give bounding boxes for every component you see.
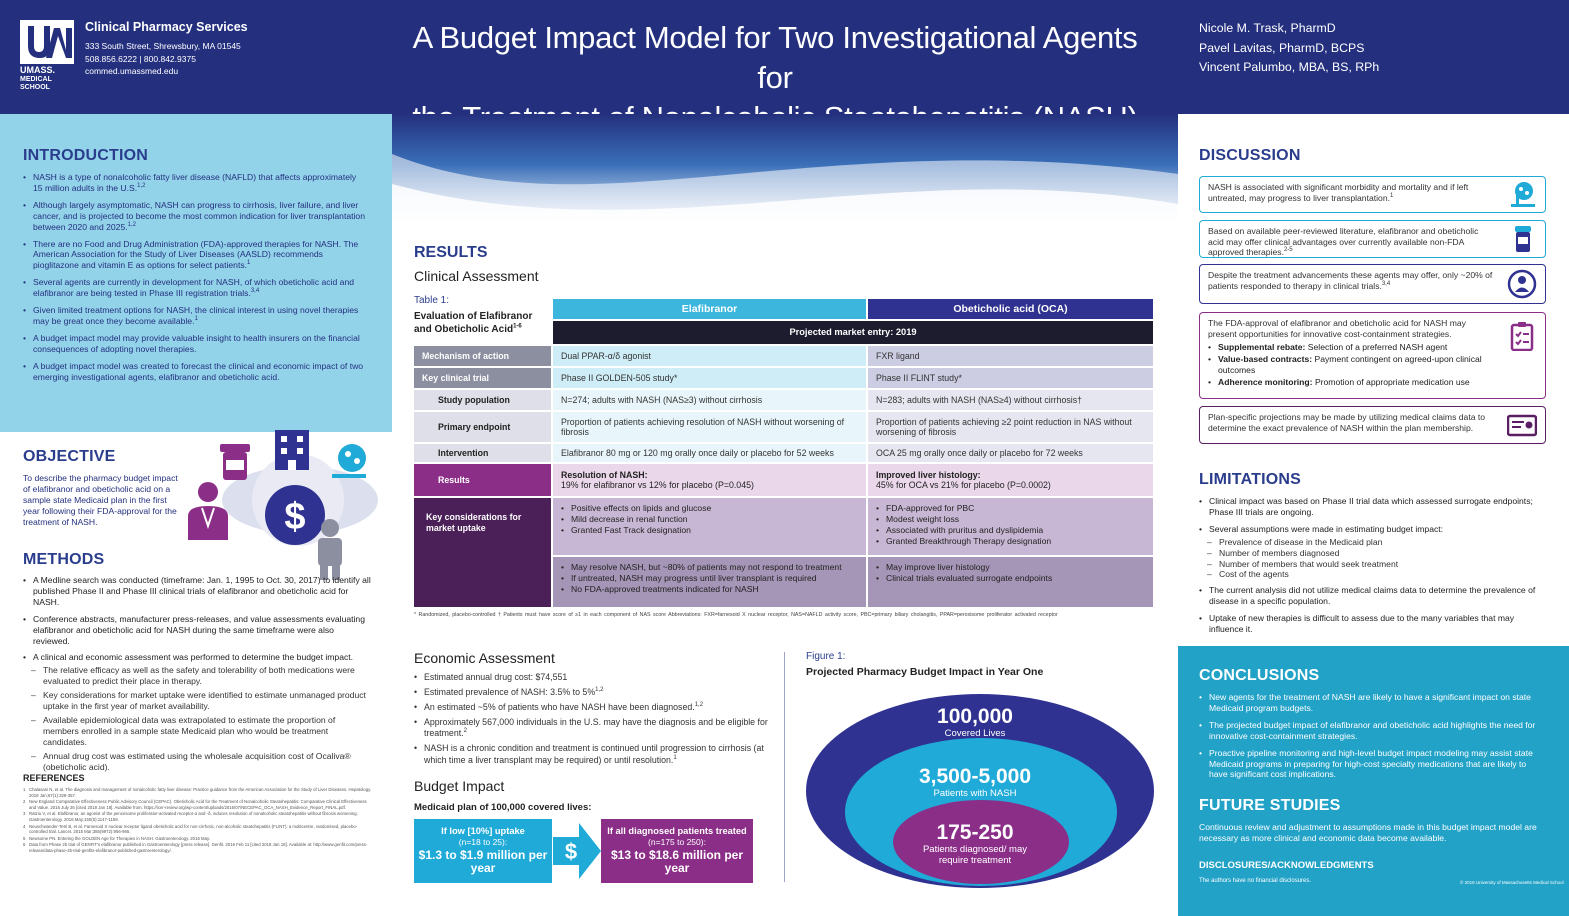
table-caption: Evaluation of Elafibranor and Obeticholic Acid$^{1-6}$ — [414, 311, 533, 335]
sub-list-item: – The relative efficacy as well as the safety and tolerability of both medications were evaluated to predict their place in therapy. — [23, 665, 373, 687]
table-cell: FXR ligand — [868, 346, 1153, 366]
row-header: Intervention — [414, 444, 551, 462]
figure-label: Figure 1: — [806, 651, 846, 662]
budget-impact-subheading: Medicaid plan of 100,000 covered lives: — [414, 802, 592, 813]
budget-impact-heading: Budget Impact — [414, 778, 505, 794]
disclosures-heading: DISCLOSURES/ACKNOWLEDGMENTS — [1199, 860, 1374, 871]
conclusions-heading: CONCLUSIONS — [1199, 667, 1320, 684]
figure-level-1 — [875, 705, 1075, 739]
table-cell: Proportion of patients achieving resolution of NASH without worsening of fibrosis — [553, 412, 866, 442]
methods-list — [23, 575, 373, 776]
table-label: Table 1: — [414, 295, 450, 306]
list-item: • New agents for the treatment of NASH are likely to have a significant impact on state Medicaid program budgets. — [1199, 692, 1539, 714]
author: Pavel Lavitas, PharmD, BCPS — [1199, 40, 1365, 55]
sub-list-item: – Annual drug cost was estimated using the wholesale acquisition cost of Ocaliva® (obeticholic acid). — [23, 751, 373, 773]
list-item: • NASH is a type of nonalcoholic fatty liver disease (NAFLD) that affects approximately 15 million adults in the U.S.$^{1,2}$ — [23, 172, 368, 194]
results-heading: RESULTS — [414, 244, 488, 261]
list-item: • Mild decrease in renal function — [561, 514, 711, 525]
list-item: • A clinical and economic assessment was performed to determine the budget impact. — [23, 652, 373, 663]
institution-phones: 508.856.6222 | 800.842.9375 — [85, 53, 196, 64]
copyright-notice: © 2018 University of Massachusetts Medical School — [1460, 880, 1564, 885]
table-cell — [553, 498, 866, 555]
author: Nicole M. Trask, PharmD — [1199, 21, 1336, 35]
hospital-icon — [275, 430, 309, 470]
limitations-heading: LIMITATIONS — [1199, 471, 1302, 488]
table-cell: Dual PPAR-α/δ agonist — [553, 346, 866, 366]
author: Vincent Palumbo, MBA, BS, RPh — [1199, 60, 1380, 74]
methods-heading: METHODS — [23, 551, 105, 568]
list-item: • Several agents are currently in development for NASH, of which obeticholic acid and elafibranor are being tested in Phase III registration trials.$^{3,4}$ — [23, 277, 368, 299]
table-cell: N=274; adults with NASH (NAS≥3) without cirrhosis — [553, 390, 866, 410]
table-cell: Phase II GOLDEN-505 study* — [553, 368, 866, 388]
table-cell: Phase II FLINT study* — [868, 368, 1153, 388]
institution-address: 333 South Street, Shrewsbury, MA 01545 — [85, 41, 241, 51]
sub-list-item: – Available epidemiological data was extrapolated to estimate the proportion of members enrolled in a sample state Medicaid plan who would be treatment candidates. — [23, 715, 373, 748]
divider — [784, 652, 785, 882]
list-item: • Granted Fast Track designation — [561, 525, 711, 536]
patient-icon — [318, 519, 342, 580]
row-header: Results — [414, 464, 551, 496]
wave-banner — [392, 114, 1178, 226]
dollar-arrow-icon — [553, 821, 601, 881]
list-item: • A budget impact model may provide valuable insight to health insurers on the financial consequences of adopting novel therapies. — [23, 333, 368, 355]
list-item: • Clinical trials evaluated surrogate endpoints — [876, 573, 1052, 584]
list-item: • A Medline search was conducted (timeframe: Jan. 1, 1995 to Oct. 30, 2017) to identify all published Phase II and Phase III clinical trials of elafibranor and obeticholic acid for NASH. — [23, 575, 373, 608]
sub-list-item: – Key considerations for market uptake were identified to estimate unmanaged product uptake in the first year of market availability. — [23, 690, 373, 712]
list-item: • Proactive pipeline monitoring and high-level budget impact modeling may assist state Medicaid programs in preparing for high-cost specialty medications that are likely to have significant cost implications. — [1199, 748, 1539, 781]
list-item: • Associated with pruritus and dyslipidemia — [876, 525, 1051, 536]
discussion-heading: DISCUSSION — [1199, 147, 1301, 164]
reference-item: 1 Chalasani N, et al. The diagnosis and management of nonalcoholic fatty liver disease: Practice guidance from the American Association for the Study of Liver Diseases. Hepatology. 2018 Jan;67(1):328-357. — [23, 787, 372, 798]
introduction-list — [23, 172, 368, 389]
sub-list-item: – Cost of the agents — [1199, 569, 1549, 580]
sub-list-item: – Prevalence of disease in the Medicaid plan — [1199, 537, 1549, 548]
row-header: Key clinical trial — [414, 368, 551, 388]
box-subheading: (n=175 to 250): — [648, 837, 706, 847]
box-value: $1.3 to $1.9 million per year — [418, 848, 548, 875]
discussion-box: Based on available peer-reviewed literature, elafibranor and obeticholic acid may offer clinical advantages over currently available non-FDA approved therapies.$^{2-5}$ — [1199, 220, 1546, 258]
figure-level-2 — [875, 765, 1075, 799]
list-item: • A budget impact model was created to forecast the clinical and economic impact of two emerging investigational agents, elafibranor and obeticholic acid. — [23, 361, 368, 383]
table-footnotes: * Randomized, placebo-controlled † Patients must have score of ≥1 in each component of NAS score Abbreviations: FXR=farnesoid X nuclear receptor, NAS=NAFLD activity score, PBC=primary biliary cholangitis, PPAR=peroxisome proliferator activated receptor — [414, 612, 1058, 618]
level-value: 100,000 — [937, 705, 1013, 728]
future-studies-heading: FUTURE STUDIES — [1199, 797, 1341, 814]
table-cell: Improved liver histology: 45% for OCA vs 21% for placebo (P=0.0002) — [868, 464, 1153, 496]
level-label: Patients with NASH — [933, 788, 1017, 799]
table-cell: Elafibranor 80 mg or 120 mg orally once daily or placebo for 52 weeks — [553, 444, 866, 462]
sub-list-item: – Number of members that would seek treatment — [1199, 559, 1549, 570]
table-cell: Proportion of patients achieving ≥2 point reduction in NAS without worsening of fibrosis — [868, 412, 1153, 442]
market-entry-banner: Projected market entry: 2019 — [553, 321, 1153, 344]
dollar-icon — [265, 485, 325, 545]
table-cell — [868, 557, 1153, 607]
list-item: • May resolve NASH, but ~80% of patients may not respond to treatment — [561, 562, 842, 573]
institution-block — [85, 20, 248, 78]
row-header: Primary endpoint — [414, 412, 551, 442]
pill-bottle-icon — [1507, 224, 1537, 254]
box-value: $13 to $18.6 million per year — [610, 848, 744, 875]
reference-item: 6 Data from Phase 2b trial of GENFIT's elafibranor published in Gastroenterology [press release]. Genfit. 2016 Feb 11 [cited 2018 Jan 18]. Available at: http://www.genfit.com/press-release/data-phase-2b-trial-genfits-elafibranor-published-gastroenterology/. — [23, 842, 368, 853]
level-label: Covered Lives — [944, 728, 1006, 739]
introduction-heading: INTRODUCTION — [23, 147, 149, 164]
strategy-item: • Adherence monitoring: Promotion of appropriate medication use — [1208, 377, 1495, 388]
column-header-oca: Obeticholic acid (OCA) — [868, 299, 1153, 319]
svg-text:SCHOOL: SCHOOL — [20, 84, 50, 90]
institution-name: Clinical Pharmacy Services — [85, 20, 248, 34]
table-cell: N=283; adults with NASH (NAS≥4) without cirrhosis† — [868, 390, 1153, 410]
list-item: • Approximately 567,000 individuals in the U.S. may have the diagnosis and be eligible for treatment.$^2$ — [414, 717, 769, 739]
box-subheading: (n=18 to 25): — [458, 837, 508, 847]
list-item: • Several assumptions were made in estimating budget impact: — [1199, 524, 1549, 535]
figure-level-3 — [915, 821, 1035, 866]
strategy-item: • Value-based contracts: Payment contingent on agreed-upon clinical outcomes — [1208, 354, 1495, 376]
umass-logo — [20, 20, 74, 90]
sub-list-item: – Number of members diagnosed — [1199, 548, 1549, 559]
table-cell — [868, 498, 1153, 555]
clipboard-icon — [1507, 321, 1537, 351]
figure-title: Projected Pharmacy Budget Impact in Year One — [806, 666, 1044, 678]
list-item: • Given limited treatment options for NASH, the clinical interest in using novel therapies may be great once they become available.$^1$ — [23, 305, 368, 327]
discussion-box: Plan-specific projections may be made by utilizing medical claims data to determine the exact prevalence of NASH within the plan membership. — [1199, 406, 1546, 444]
claim-card-icon — [1507, 410, 1537, 440]
list-item: • An estimated ~5% of patients who have NASH have been diagnosed.$^{1,2}$ — [414, 702, 769, 713]
level-label: Patients diagnosed/ may require treatment — [922, 844, 1028, 866]
strategy-item: • Supplemental rebate: Selection of a preferred NASH agent — [1208, 342, 1495, 353]
list-item: • Modest weight loss — [876, 514, 1051, 525]
level-value: 175-250 — [936, 821, 1014, 844]
references-list — [23, 787, 373, 855]
reference-item: 5 Newsome PN. Entering the GOLDEN Age for Therapies in NASH. Gastroenterology. 2016 May. — [23, 835, 211, 841]
limitations-list — [1199, 496, 1549, 641]
box-heading: If low [10%] uptake — [441, 826, 525, 836]
list-item: • Estimated prevalence of NASH: 3.5% to 5%$^{1,2}$ — [414, 687, 769, 698]
pill-bottle-icon — [220, 444, 250, 480]
svg-text:MEDICAL: MEDICAL — [20, 76, 52, 83]
list-item: • There are no Food and Drug Administration (FDA)-approved therapies for NASH. The American Association for the Study of Liver Diseases (AASLD) recommends pioglitazone and vitamin E as options for select patients.$^1$ — [23, 239, 368, 272]
discussion-box: NASH is associated with significant morbidity and mortality and if left untreated, may progress to liver transplantation.$^1$ — [1199, 176, 1546, 213]
economic-assessment-heading: Economic Assessment — [414, 650, 555, 666]
patient-cycle-icon — [1507, 269, 1537, 299]
author-list — [1199, 19, 1379, 78]
box-heading: If all diagnosed patients treated — [607, 826, 747, 836]
doctor-icon — [188, 482, 228, 540]
objective-text: To describe the pharmacy budget impact of elafibranor and obeticholic acid on a sample state Medicaid plan in the first year following their FDA-approval for the treatment of NASH. — [23, 473, 178, 527]
svg-text:$: $ — [284, 496, 306, 538]
discussion-box: Despite the treatment advancements these agents may offer, only ~20% of patients responded to therapy in clinical trials.$^{3,4}$ — [1199, 264, 1546, 304]
list-item: • The current analysis did not utilize medical claims data to determine the prevalence of disease in a specific population. — [1199, 585, 1549, 607]
list-item: • Conference abstracts, manufacturer press-releases, and value assessments evaluating elafibranor and obeticholic acid for NASH during the same timeframe were also reviewed. — [23, 614, 373, 647]
table-cell: OCA 25 mg orally once daily or placebo for 72 weeks — [868, 444, 1153, 462]
svg-text:$: $ — [564, 839, 578, 864]
reference-item: 2 New England Comparative Effectiveness Public Advisory Council (CEPAC). Obeticholic Acid for the Treatment of Nonalcoholic Steatohepatitis: Comparative Clinical Effectiveness and Value. 2016 July 26 [cited 2018 Jan 18]. Available from: https://icer-review.org/wp-content/uploads/2016/07/NECEPAC_OCA_NASH_Evidence_Report_FINAL.pdf. — [23, 799, 367, 810]
list-item: • No FDA-approved treatments indicated for NASH — [561, 584, 842, 595]
svg-text:UMASS.: UMASS. — [20, 65, 56, 75]
table-cell: Resolution of NASH: 19% for elafibranor vs 12% for placebo (P=0.045) — [553, 464, 866, 496]
row-header: Mechanism of action — [414, 346, 551, 366]
level-value: 3,500-5,000 — [918, 765, 1032, 788]
disclosures-text: The authors have no financial disclosures. — [1199, 878, 1312, 884]
microscope-icon — [1507, 180, 1537, 210]
references-heading: REFERENCES — [23, 773, 85, 783]
list-item: • Although largely asymptomatic, NASH can progress to cirrhosis, liver failure, and liver cancer, and is projected to become the most common indication for liver transplantation between 2020 and 2025.$^{1,2}$ — [23, 200, 368, 233]
list-item: • If untreated, NASH may progress until liver transplant is required — [561, 573, 842, 584]
list-item: • Granted Breakthrough Therapy designation — [876, 536, 1051, 547]
column-header-elafibranor: Elafibranor — [553, 299, 866, 319]
clinical-assessment-heading: Clinical Assessment — [414, 268, 539, 284]
row-header: Key considerations for market uptake — [414, 498, 551, 607]
list-item: • NASH is a chronic condition and treatment is continued until progression to cirrhosis (at which time a liver transplant may be required) or until resolution.$^1$ — [414, 743, 769, 765]
objective-heading: OBJECTIVE — [23, 448, 116, 465]
reference-item: 3 Ratziu V, et al. Elafibranor, an agonist of the peroxisome proliferator-activated receptor-α and -δ, induces resolution of nonalcoholic steatohepatitis without fibrosis worsening. Gastroenterology. 2016 May;150(5):1147-1159. — [23, 811, 358, 822]
economic-list — [414, 672, 769, 770]
future-studies-text: Continuous review and adjustment to assumptions made in this budget impact model are necessary as more clinical and economic data become available. — [1199, 822, 1537, 843]
discussion-box: The FDA-approval of elafibranor and obeticholic acid for NASH may present opportunities for innovative cost-containment strategies. • Supplemental rebate: Selection of a preferred NASH agent • Value-based contracts: Payment contingent on agreed-upon clinical outcomes • Adherence monitoring: Promotion of appropriate medication use — [1199, 312, 1546, 399]
list-item: • FDA-approved for PBC — [876, 503, 1051, 514]
low-uptake-box — [414, 819, 552, 883]
row-header: Study population — [414, 390, 551, 410]
all-treated-box — [601, 819, 753, 883]
list-item: • Uptake of new therapies is difficult to assess due to the many variables that may influence it. — [1199, 613, 1549, 635]
institution-website[interactable]: commed.umassmed.edu — [85, 66, 179, 76]
table-cell — [553, 557, 866, 607]
list-item: • Clinical impact was based on Phase II trial data which assessed surrogate endpoints; Phase III trials are ongoing. — [1199, 496, 1549, 518]
list-item: • The projected budget impact of elafibranor and obeticholic acid highlights the need for innovative cost-containment strategies. — [1199, 720, 1539, 742]
list-item: • Estimated annual drug cost: $74,551 — [414, 672, 769, 683]
conclusions-list — [1199, 692, 1539, 786]
list-item: • Positive effects on lipids and glucose — [561, 503, 711, 514]
title-line-1: A Budget Impact Model for Two Investigational Agents for — [412, 20, 1138, 95]
list-item: • May improve liver histology — [876, 562, 1052, 573]
healthcare-illustration — [180, 430, 380, 580]
reference-item: 4 Neuschwander-Tetri B, et al. Farnesoid X nuclear receptor ligand obeticholic acid for non-cirrhotic, non-alcoholic steatohepatitis (FLINT): a multicentre, randomised, placebo-controlled trial. Lancet. 2015 Mar;385(9972):956-965. — [23, 823, 358, 835]
